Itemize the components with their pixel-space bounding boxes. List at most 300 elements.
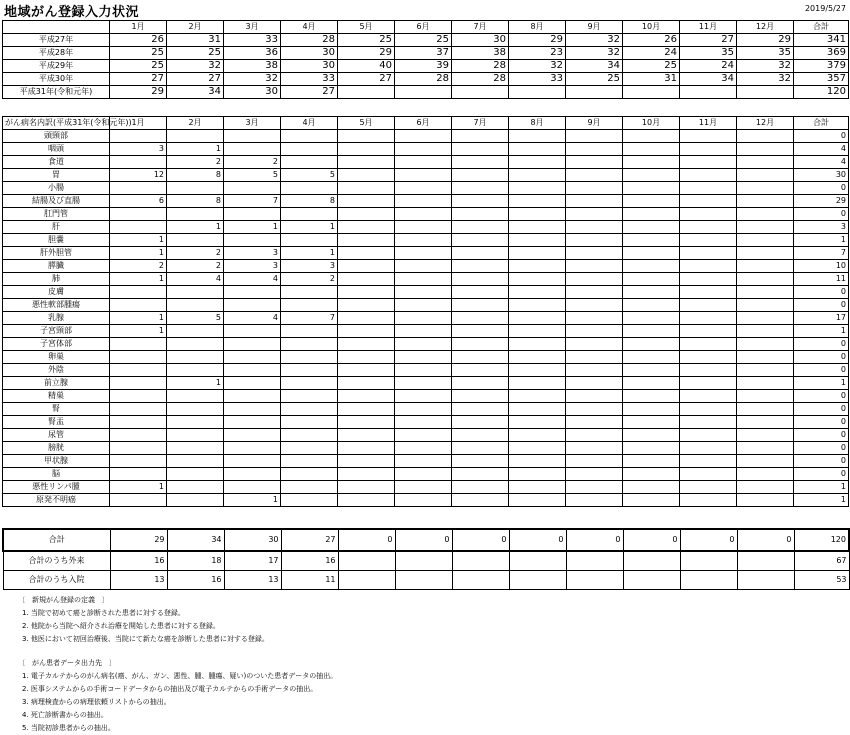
value-cell — [338, 143, 395, 156]
value-cell: 18 — [167, 551, 224, 571]
row-total-cell: 10 — [794, 260, 849, 273]
value-cell — [737, 325, 794, 338]
value-cell — [737, 351, 794, 364]
source-item: 5. 当院初診患者からの抽出。 — [22, 724, 115, 732]
month-header: 9月 — [566, 21, 623, 34]
value-cell: 3 — [110, 143, 167, 156]
value-cell — [509, 143, 566, 156]
value-cell — [281, 351, 338, 364]
table-row — [3, 195, 849, 208]
value-cell — [281, 143, 338, 156]
total-header: 合計 — [794, 117, 849, 130]
value-cell — [395, 247, 452, 260]
row-label: 胃 — [3, 169, 110, 182]
value-cell — [452, 195, 509, 208]
value-cell — [566, 429, 623, 442]
value-cell — [224, 429, 281, 442]
row-label: 悪性軟部腫瘍 — [3, 299, 110, 312]
value-cell — [623, 143, 680, 156]
row-label: 乳腺 — [3, 312, 110, 325]
value-cell — [452, 130, 509, 143]
value-cell — [509, 429, 566, 442]
value-cell — [452, 468, 509, 481]
value-cell — [737, 221, 794, 234]
value-cell — [623, 442, 680, 455]
value-cell — [452, 364, 509, 377]
source-item: 3. 病理検査からの病理依頼リストからの抽出。 — [22, 698, 171, 706]
value-cell: 30 — [224, 86, 281, 99]
value-cell — [395, 455, 452, 468]
value-cell — [452, 429, 509, 442]
value-cell: 3 — [281, 260, 338, 273]
value-cell — [167, 325, 224, 338]
value-cell: 0 — [452, 529, 509, 551]
value-cell — [281, 364, 338, 377]
value-cell — [395, 312, 452, 325]
value-cell — [452, 273, 509, 286]
value-cell: 6 — [110, 195, 167, 208]
value-cell — [680, 571, 737, 590]
month-header: 3月 — [224, 117, 281, 130]
value-cell — [452, 247, 509, 260]
row-total-cell: 120 — [794, 86, 849, 99]
value-cell — [680, 247, 737, 260]
value-cell — [566, 234, 623, 247]
row-total-cell: 0 — [794, 130, 849, 143]
row-total-cell: 29 — [794, 195, 849, 208]
summary-table — [2, 528, 850, 590]
row-label: 腎盂 — [3, 416, 110, 429]
row-label: 膵臓 — [3, 260, 110, 273]
value-cell: 28 — [281, 34, 338, 47]
table-row — [3, 416, 849, 429]
value-cell — [737, 86, 794, 99]
value-cell — [509, 390, 566, 403]
value-cell: 34 — [167, 86, 224, 99]
value-cell — [395, 86, 452, 99]
value-cell: 2 — [281, 273, 338, 286]
row-total-cell: 0 — [794, 390, 849, 403]
table-row — [3, 312, 849, 325]
value-cell — [338, 130, 395, 143]
value-cell — [452, 260, 509, 273]
value-cell — [623, 377, 680, 390]
row-label: 原発不明癌 — [3, 494, 110, 507]
value-cell — [680, 455, 737, 468]
row-label: 皮膚 — [3, 286, 110, 299]
value-cell: 29 — [110, 529, 167, 551]
row-total-cell: 17 — [794, 312, 849, 325]
row-total-cell: 0 — [794, 338, 849, 351]
value-cell — [623, 208, 680, 221]
value-cell — [623, 351, 680, 364]
value-cell: 32 — [737, 73, 794, 86]
row-label: 子宮体部 — [3, 338, 110, 351]
value-cell — [110, 416, 167, 429]
value-cell — [395, 234, 452, 247]
value-cell — [509, 325, 566, 338]
value-cell — [338, 86, 395, 99]
value-cell — [110, 351, 167, 364]
value-cell — [737, 247, 794, 260]
value-cell — [395, 390, 452, 403]
table-row — [3, 442, 849, 455]
value-cell — [338, 351, 395, 364]
month-header: 12月 — [737, 117, 794, 130]
value-cell — [452, 551, 509, 571]
value-cell: 4 — [224, 312, 281, 325]
value-cell — [623, 551, 680, 571]
row-total-cell: 341 — [794, 34, 849, 47]
value-cell — [509, 156, 566, 169]
value-cell — [680, 273, 737, 286]
value-cell — [566, 403, 623, 416]
value-cell — [395, 208, 452, 221]
value-cell — [167, 429, 224, 442]
value-cell — [395, 156, 452, 169]
value-cell — [509, 195, 566, 208]
row-total-cell: 67 — [794, 551, 849, 571]
value-cell — [224, 299, 281, 312]
value-cell — [509, 260, 566, 273]
value-cell — [566, 364, 623, 377]
value-cell — [452, 234, 509, 247]
value-cell — [680, 442, 737, 455]
value-cell — [452, 86, 509, 99]
value-cell — [737, 455, 794, 468]
row-total-cell: 0 — [794, 429, 849, 442]
row-label: 肝 — [3, 221, 110, 234]
value-cell: 33 — [281, 73, 338, 86]
page-title: 地域がん登録入力状況 — [4, 5, 140, 20]
row-label: 平成28年 — [3, 47, 110, 60]
value-cell — [167, 299, 224, 312]
value-cell — [395, 143, 452, 156]
value-cell — [509, 182, 566, 195]
row-total-cell: 0 — [794, 299, 849, 312]
value-cell — [167, 351, 224, 364]
value-cell: 30 — [281, 60, 338, 73]
value-cell — [680, 416, 737, 429]
value-cell — [566, 338, 623, 351]
value-cell — [509, 377, 566, 390]
source-item: 4. 死亡診断書からの抽出。 — [22, 711, 108, 719]
value-cell — [623, 390, 680, 403]
value-cell: 5 — [281, 169, 338, 182]
value-cell — [680, 390, 737, 403]
definition-heading: 〔 新規がん登録の定義 〕 — [18, 596, 109, 604]
value-cell — [623, 299, 680, 312]
month-header: 6月 — [395, 117, 452, 130]
row-total-cell: 1 — [794, 377, 849, 390]
value-cell — [452, 403, 509, 416]
value-cell: 25 — [623, 60, 680, 73]
month-header: 6月 — [395, 21, 452, 34]
value-cell — [737, 169, 794, 182]
value-cell — [509, 494, 566, 507]
table-row — [3, 494, 849, 507]
value-cell — [395, 221, 452, 234]
value-cell: 32 — [737, 60, 794, 73]
value-cell — [623, 169, 680, 182]
row-total-cell: 0 — [794, 364, 849, 377]
month-header: 11月 — [680, 117, 737, 130]
table-row — [3, 247, 849, 260]
row-total-cell: 0 — [794, 416, 849, 429]
value-cell — [623, 312, 680, 325]
value-cell — [680, 481, 737, 494]
value-cell: 26 — [623, 34, 680, 47]
row-label: 平成29年 — [3, 60, 110, 73]
value-cell — [167, 455, 224, 468]
value-cell — [737, 468, 794, 481]
value-cell: 1 — [110, 273, 167, 286]
row-label: 小腸 — [3, 182, 110, 195]
value-cell — [566, 299, 623, 312]
value-cell — [566, 416, 623, 429]
value-cell — [395, 429, 452, 442]
value-cell — [281, 156, 338, 169]
value-cell — [509, 455, 566, 468]
value-cell: 25 — [566, 73, 623, 86]
value-cell: 34 — [167, 529, 224, 551]
value-cell — [623, 481, 680, 494]
value-cell: 34 — [680, 73, 737, 86]
value-cell — [566, 130, 623, 143]
value-cell: 34 — [566, 60, 623, 73]
value-cell — [452, 351, 509, 364]
value-cell — [623, 234, 680, 247]
month-header: 5月 — [338, 117, 395, 130]
value-cell: 1 — [167, 143, 224, 156]
value-cell — [224, 403, 281, 416]
value-cell — [395, 442, 452, 455]
value-cell — [737, 195, 794, 208]
value-cell — [566, 273, 623, 286]
row-total-cell: 4 — [794, 156, 849, 169]
value-cell — [566, 169, 623, 182]
value-cell — [452, 455, 509, 468]
row-total-cell: 0 — [794, 182, 849, 195]
value-cell: 28 — [452, 73, 509, 86]
row-total-cell: 3 — [794, 221, 849, 234]
table-row — [3, 551, 849, 571]
row-label: 膀胱 — [3, 442, 110, 455]
value-cell: 31 — [623, 73, 680, 86]
value-cell — [680, 494, 737, 507]
value-cell — [224, 351, 281, 364]
table-row — [3, 455, 849, 468]
row-label: 平成27年 — [3, 34, 110, 47]
definition-item: 1. 当院で初めて癌と診断された患者に対する登録。 — [22, 609, 185, 617]
row-total-cell: 0 — [794, 286, 849, 299]
value-cell — [566, 377, 623, 390]
value-cell — [338, 377, 395, 390]
value-cell: 7 — [281, 312, 338, 325]
table-row — [3, 221, 849, 234]
value-cell — [566, 208, 623, 221]
value-cell — [395, 338, 452, 351]
month-header: 1月 — [110, 117, 167, 130]
value-cell — [167, 416, 224, 429]
value-cell — [737, 442, 794, 455]
month-header: 4月 — [281, 117, 338, 130]
value-cell — [737, 364, 794, 377]
value-cell — [452, 169, 509, 182]
value-cell — [737, 338, 794, 351]
table-row — [3, 299, 849, 312]
value-cell: 8 — [167, 169, 224, 182]
value-cell — [737, 156, 794, 169]
value-cell — [680, 195, 737, 208]
value-cell — [452, 390, 509, 403]
value-cell — [395, 182, 452, 195]
value-cell: 35 — [737, 47, 794, 60]
value-cell — [680, 377, 737, 390]
value-cell — [281, 429, 338, 442]
value-cell: 33 — [509, 73, 566, 86]
value-cell — [338, 468, 395, 481]
value-cell — [224, 286, 281, 299]
table-row — [3, 429, 849, 442]
value-cell — [566, 468, 623, 481]
value-cell — [167, 481, 224, 494]
value-cell — [623, 571, 680, 590]
value-cell — [338, 494, 395, 507]
value-cell — [338, 182, 395, 195]
value-cell — [395, 195, 452, 208]
value-cell: 28 — [452, 60, 509, 73]
value-cell — [281, 494, 338, 507]
source-item: 2. 医事システムからの手術コードデータからの抽出及び電子カルテからの手術データの抽出。 — [22, 685, 318, 693]
value-cell — [680, 351, 737, 364]
month-header: 8月 — [509, 21, 566, 34]
value-cell — [395, 481, 452, 494]
value-cell: 2 — [167, 247, 224, 260]
row-label: 肺 — [3, 273, 110, 286]
value-cell — [110, 390, 167, 403]
value-cell: 28 — [395, 73, 452, 86]
value-cell — [680, 221, 737, 234]
value-cell: 27 — [281, 86, 338, 99]
row-total-cell: 7 — [794, 247, 849, 260]
value-cell — [737, 416, 794, 429]
table-row — [3, 143, 849, 156]
month-header: 3月 — [224, 21, 281, 34]
value-cell: 5 — [224, 169, 281, 182]
value-cell — [338, 169, 395, 182]
value-cell — [509, 468, 566, 481]
value-cell — [395, 130, 452, 143]
value-cell: 0 — [395, 529, 452, 551]
breakdown-table — [2, 116, 849, 507]
table-row — [3, 286, 849, 299]
value-cell — [509, 208, 566, 221]
value-cell — [452, 377, 509, 390]
value-cell — [110, 130, 167, 143]
value-cell — [167, 403, 224, 416]
value-cell: 11 — [281, 571, 338, 590]
table-row — [3, 390, 849, 403]
sources-section — [8, 657, 337, 735]
value-cell — [338, 221, 395, 234]
value-cell — [509, 286, 566, 299]
value-cell: 29 — [110, 86, 167, 99]
month-header: 4月 — [281, 21, 338, 34]
row-label: 子宮頸部 — [3, 325, 110, 338]
value-cell: 32 — [224, 73, 281, 86]
value-cell — [224, 442, 281, 455]
value-cell — [509, 442, 566, 455]
value-cell — [452, 143, 509, 156]
table-row — [3, 260, 849, 273]
value-cell: 2 — [167, 156, 224, 169]
value-cell — [167, 364, 224, 377]
value-cell: 1 — [281, 221, 338, 234]
value-cell: 3 — [224, 260, 281, 273]
value-cell — [623, 130, 680, 143]
value-cell: 27 — [338, 73, 395, 86]
value-cell — [680, 312, 737, 325]
table-row — [3, 468, 849, 481]
value-cell — [566, 390, 623, 403]
value-cell — [509, 571, 566, 590]
value-cell — [737, 377, 794, 390]
row-label: 結腸及び直腸 — [3, 195, 110, 208]
value-cell: 2 — [167, 260, 224, 273]
value-cell — [623, 364, 680, 377]
value-cell — [110, 338, 167, 351]
value-cell: 1 — [167, 221, 224, 234]
value-cell — [224, 455, 281, 468]
value-cell — [680, 299, 737, 312]
row-label: 咽頭 — [3, 143, 110, 156]
value-cell — [110, 221, 167, 234]
value-cell — [623, 86, 680, 99]
value-cell — [281, 234, 338, 247]
value-cell — [623, 260, 680, 273]
value-cell — [623, 494, 680, 507]
value-cell — [110, 468, 167, 481]
value-cell: 2 — [110, 260, 167, 273]
value-cell — [737, 234, 794, 247]
value-cell: 27 — [281, 529, 338, 551]
value-cell: 1 — [110, 312, 167, 325]
value-cell — [224, 416, 281, 429]
value-cell — [680, 156, 737, 169]
row-label: 頭頸部 — [3, 130, 110, 143]
row-total-cell: 1 — [794, 325, 849, 338]
value-cell — [566, 442, 623, 455]
value-cell — [623, 403, 680, 416]
value-cell — [680, 364, 737, 377]
header-label-cell — [3, 21, 110, 34]
table-row — [3, 529, 849, 551]
value-cell — [509, 299, 566, 312]
value-cell — [167, 468, 224, 481]
value-cell — [509, 364, 566, 377]
value-cell — [452, 312, 509, 325]
row-total-cell: 1 — [794, 234, 849, 247]
value-cell: 27 — [110, 73, 167, 86]
month-header: 11月 — [680, 21, 737, 34]
value-cell — [623, 221, 680, 234]
value-cell — [737, 571, 794, 590]
value-cell: 0 — [566, 529, 623, 551]
value-cell — [281, 338, 338, 351]
table-row — [3, 325, 849, 338]
value-cell — [566, 86, 623, 99]
